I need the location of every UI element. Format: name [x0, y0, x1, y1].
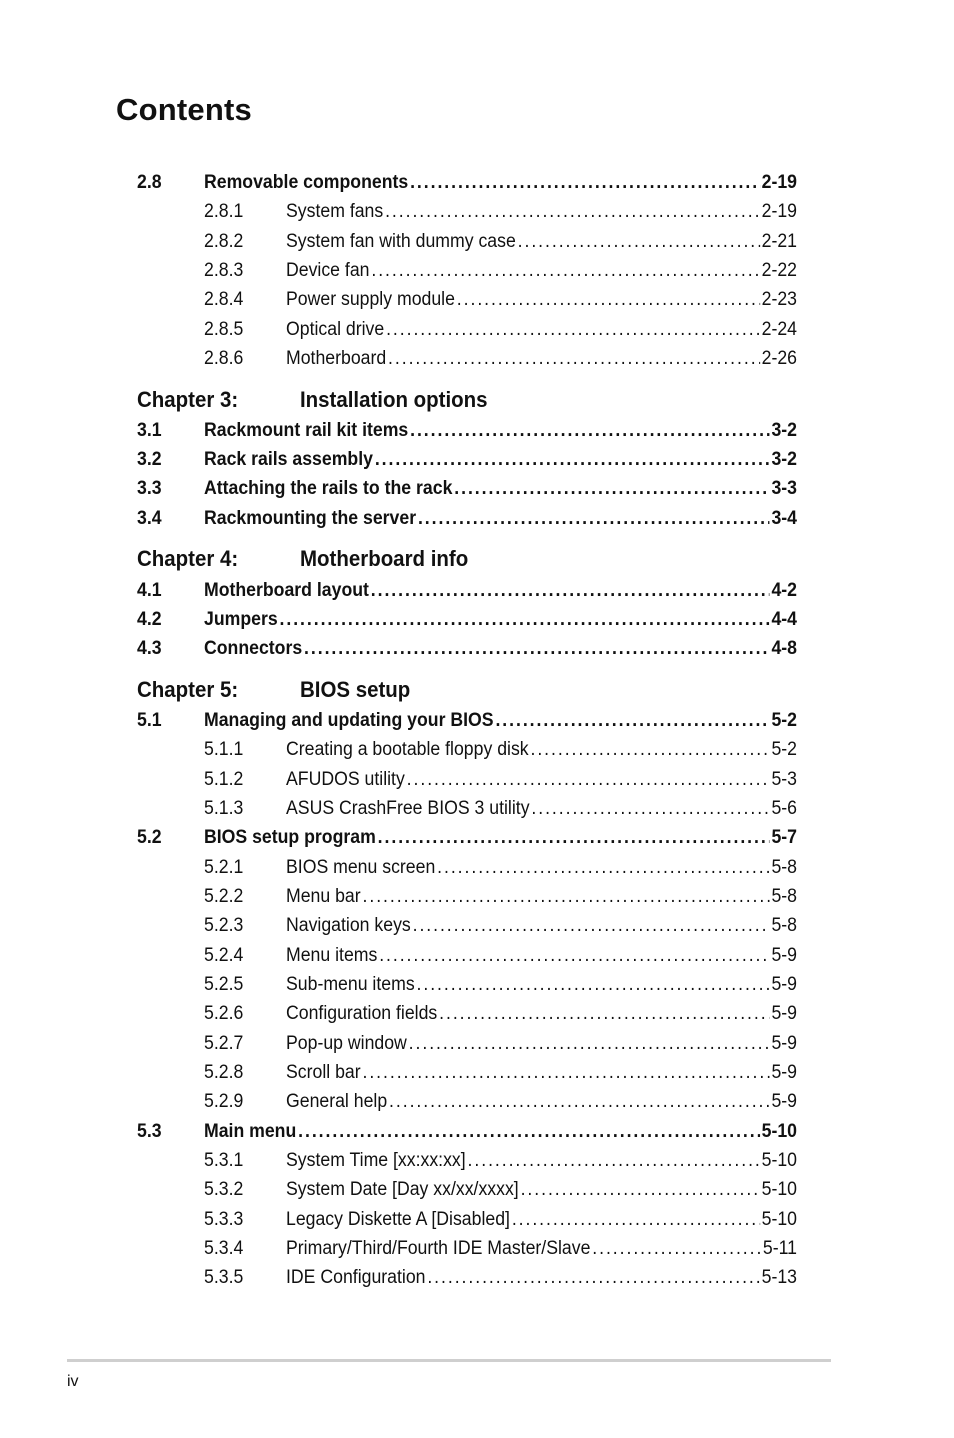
toc-entry-title: Navigation keys: [285, 915, 411, 936]
toc-entry-number: 3.4: [137, 508, 162, 529]
toc-section-entry[interactable]: [137, 449, 797, 471]
toc-entry-page: 4-4: [771, 609, 797, 630]
toc-leader-dots: [413, 915, 770, 937]
footer-divider: [67, 1359, 831, 1362]
toc-subsection-entry[interactable]: [204, 1209, 797, 1231]
chapter-title: Motherboard info: [299, 546, 469, 571]
toc-subsection-entry[interactable]: [204, 857, 797, 879]
toc-section-entry[interactable]: [137, 638, 797, 660]
toc-entry-title: Creating a bootable floppy disk: [285, 739, 529, 760]
toc-leader-dots: [280, 609, 770, 631]
toc-subsection-entry[interactable]: [204, 348, 797, 370]
toc-leader-dots: [437, 857, 769, 879]
toc-subsection-entry[interactable]: [204, 289, 797, 311]
toc-entry-number: 3.2: [137, 449, 162, 470]
toc-entry-number: 5.3.4: [204, 1238, 244, 1259]
toc-entry-title: Motherboard: [285, 348, 387, 369]
toc-entry-page: 5-9: [771, 1003, 797, 1024]
toc-leader-dots: [298, 1121, 760, 1143]
toc-entry-number: 4.2: [137, 609, 162, 630]
toc-leader-dots: [512, 1209, 760, 1231]
toc-section-entry[interactable]: [137, 478, 797, 500]
toc-entry-page: 2-23: [761, 289, 797, 310]
toc-entry-page: 5-9: [771, 1091, 797, 1112]
toc-subsection-entry[interactable]: [204, 769, 797, 791]
toc-entry-title: Rackmounting the server: [203, 508, 417, 529]
toc-subsection-entry[interactable]: [204, 1267, 797, 1289]
toc-entry-number: 3.3: [137, 478, 162, 499]
chapter-label: Chapter 4:: [137, 546, 239, 571]
toc-entry-title: Legacy Diskette A [Disabled]: [285, 1209, 510, 1230]
chapter-heading: [137, 387, 788, 413]
toc-leader-dots: [385, 201, 760, 223]
toc-entry-title: IDE Configuration: [285, 1267, 426, 1288]
toc-leader-dots: [518, 231, 760, 253]
toc-entry-title: Main menu: [203, 1121, 297, 1142]
toc-leader-dots: [457, 289, 760, 311]
toc-entry-page: 5-7: [771, 827, 797, 848]
toc-leader-dots: [407, 769, 770, 791]
toc-leader-dots: [378, 827, 770, 849]
toc-subsection-entry[interactable]: [204, 798, 797, 820]
toc-entry-number: 5.2.9: [204, 1091, 244, 1112]
toc-section-entry[interactable]: [137, 1121, 797, 1143]
toc-leader-dots: [375, 449, 770, 471]
toc-entry-page: 4-8: [771, 638, 797, 659]
toc-entry-number: 5.2.6: [204, 1003, 244, 1024]
toc-entry-page: 5-9: [771, 1062, 797, 1083]
toc-subsection-entry[interactable]: [204, 1062, 797, 1084]
toc-entry-title: Menu items: [285, 945, 378, 966]
toc-entry-page: 2-21: [761, 231, 797, 252]
toc-entry-title: Menu bar: [285, 886, 361, 907]
page-title: Contents: [116, 92, 252, 127]
toc-entry-number: 5.2.7: [204, 1033, 244, 1054]
toc-entry-number: 2.8: [137, 172, 162, 193]
toc-entry-title: Rackmount rail kit items: [203, 420, 409, 441]
toc-leader-dots: [362, 1062, 769, 1084]
chapter-title: BIOS setup: [299, 677, 411, 702]
toc-entry-title: Jumpers: [203, 609, 278, 630]
toc-entry-page: 2-19: [761, 172, 797, 193]
chapter-title: Installation options: [299, 387, 488, 412]
toc-leader-dots: [389, 1091, 770, 1113]
toc-section-entry[interactable]: [137, 508, 797, 530]
toc-entry-number: 5.3.5: [204, 1267, 244, 1288]
chapter-label: Chapter 3:: [137, 387, 239, 412]
toc-entry-title: Power supply module: [285, 289, 455, 310]
toc-entry-page: 2-22: [761, 260, 797, 281]
toc-leader-dots: [379, 945, 769, 967]
toc-entry-number: 5.2.4: [204, 945, 244, 966]
toc-entry-title: Device fan: [285, 260, 370, 281]
toc-subsection-entry[interactable]: [204, 945, 797, 967]
toc-entry-number: 3.1: [137, 420, 162, 441]
toc-entry-page: 2-26: [761, 348, 797, 369]
toc-subsection-entry[interactable]: [204, 1150, 797, 1172]
toc-entry-number: 5.3.1: [204, 1150, 244, 1171]
toc-subsection-entry[interactable]: [204, 260, 797, 282]
toc-entry-page: 3-4: [771, 508, 797, 529]
toc-subsection-entry[interactable]: [204, 1091, 797, 1113]
toc-leader-dots: [410, 420, 769, 442]
toc-subsection-entry[interactable]: [204, 1238, 797, 1260]
toc-entry-title: Rack rails assembly: [203, 449, 373, 470]
toc-leader-dots: [388, 348, 760, 370]
toc-entry-number: 5.1.1: [204, 739, 244, 760]
toc-entry-page: 5-2: [771, 739, 797, 760]
toc-leader-dots: [530, 739, 769, 761]
toc-entry-number: 5.2.3: [204, 915, 244, 936]
toc-entry-number: 2.8.3: [204, 260, 244, 281]
toc-entry-title: System Date [Day xx/xx/xxxx]: [285, 1179, 519, 1200]
toc-entry-page: 5-8: [771, 915, 797, 936]
toc-entry-page: 5-8: [771, 886, 797, 907]
toc-entry-number: 5.2.2: [204, 886, 244, 907]
toc-subsection-entry[interactable]: [204, 201, 797, 223]
toc-entry-page: 5-10: [761, 1150, 797, 1171]
toc-entry-title: BIOS setup program: [203, 827, 376, 848]
toc-leader-dots: [468, 1150, 760, 1172]
toc-entry-title: Sub-menu items: [285, 974, 415, 995]
toc-entry-title: Configuration fields: [285, 1003, 438, 1024]
toc-leader-dots: [495, 710, 769, 732]
toc-leader-dots: [363, 886, 770, 908]
toc-entry-number: 5.3: [137, 1121, 162, 1142]
toc-entry-title: Attaching the rails to the rack: [203, 478, 453, 499]
toc-entry-title: General help: [285, 1091, 388, 1112]
toc-entry-number: 4.3: [137, 638, 162, 659]
toc-entry-number: 4.1: [137, 580, 162, 601]
toc-entry-number: 5.2.1: [204, 857, 244, 878]
toc-leader-dots: [417, 974, 770, 996]
toc-entry-page: 5-8: [771, 857, 797, 878]
toc-subsection-entry[interactable]: [204, 915, 797, 937]
toc-entry-number: 5.3.2: [204, 1179, 244, 1200]
toc-entry-number: 5.1.3: [204, 798, 244, 819]
toc-entry-title: Removable components: [203, 172, 409, 193]
toc-entry-title: BIOS menu screen: [285, 857, 436, 878]
toc-entry-page: 5-9: [771, 974, 797, 995]
toc-entry-page: 5-3: [771, 769, 797, 790]
chapter-label: Chapter 5:: [137, 677, 239, 702]
toc-section-entry[interactable]: [137, 580, 797, 602]
toc-leader-dots: [439, 1003, 769, 1025]
toc-entry-number: 5.1.2: [204, 769, 244, 790]
toc-section-entry[interactable]: [137, 710, 797, 732]
toc-leader-dots: [592, 1238, 761, 1260]
toc-entry-title: Optical drive: [285, 319, 385, 340]
toc-entry-page: 5-2: [771, 710, 797, 731]
toc-entry-page: 5-6: [771, 798, 797, 819]
toc-subsection-entry[interactable]: [204, 231, 797, 253]
toc-entry-number: 5.2: [137, 827, 162, 848]
toc-leader-dots: [418, 508, 770, 530]
toc-section-entry[interactable]: [137, 609, 797, 631]
toc-subsection-entry[interactable]: [204, 886, 797, 908]
toc-entry-number: 2.8.2: [204, 231, 244, 252]
toc-entry-number: 5.2.5: [204, 974, 244, 995]
toc-entry-page: 3-2: [771, 449, 797, 470]
toc-leader-dots: [371, 580, 770, 602]
toc-entry-number: 5.1: [137, 710, 162, 731]
toc-subsection-entry[interactable]: [204, 1033, 797, 1055]
toc-section-entry[interactable]: [137, 172, 797, 194]
toc-section-entry[interactable]: [137, 827, 797, 849]
toc-entry-title: Pop-up window: [285, 1033, 407, 1054]
toc-entry-title: Connectors: [203, 638, 303, 659]
toc-entry-title: Scroll bar: [285, 1062, 361, 1083]
toc-entry-title: AFUDOS utility: [285, 769, 405, 790]
toc-leader-dots: [531, 798, 769, 820]
toc-leader-dots: [409, 1033, 770, 1055]
toc-leader-dots: [454, 478, 769, 500]
toc-subsection-entry[interactable]: [204, 974, 797, 996]
toc-subsection-entry[interactable]: [204, 739, 797, 761]
toc-entry-page: 4-2: [771, 580, 797, 601]
toc-entry-title: System fans: [285, 201, 384, 222]
toc-entry-page: 5-10: [761, 1209, 797, 1230]
toc-entry-page: 2-19: [761, 201, 797, 222]
toc-entry-number: 2.8.5: [204, 319, 244, 340]
toc-entry-page: 5-10: [761, 1121, 797, 1142]
toc-subsection-entry[interactable]: [204, 1179, 797, 1201]
toc-leader-dots: [386, 319, 760, 341]
toc-entry-page: 3-3: [771, 478, 797, 499]
toc-entry-title: System fan with dummy case: [285, 231, 516, 252]
page-number: iv: [67, 1373, 79, 1390]
toc-leader-dots: [371, 260, 759, 282]
toc-entry-page: 5-13: [761, 1267, 797, 1288]
toc-leader-dots: [427, 1267, 759, 1289]
toc-leader-dots: [410, 172, 760, 194]
toc-leader-dots: [521, 1179, 760, 1201]
toc-entry-title: Managing and updating your BIOS: [203, 710, 494, 731]
toc-entry-page: 2-24: [761, 319, 797, 340]
toc-subsection-entry[interactable]: [204, 1003, 797, 1025]
chapter-heading: [137, 677, 788, 703]
toc-entry-page: 3-2: [771, 420, 797, 441]
toc-entry-page: 5-10: [761, 1179, 797, 1200]
toc-entry-number: 5.2.8: [204, 1062, 244, 1083]
toc-entry-title: System Time [xx:xx:xx]: [285, 1150, 466, 1171]
toc-leader-dots: [304, 638, 770, 660]
toc-entry-number: 5.3.3: [204, 1209, 244, 1230]
toc-entry-number: 2.8.1: [204, 201, 244, 222]
toc-section-entry[interactable]: [137, 420, 797, 442]
toc-entry-title: ASUS CrashFree BIOS 3 utility: [285, 798, 530, 819]
toc-entry-number: 2.8.6: [204, 348, 244, 369]
chapter-heading: [137, 546, 788, 572]
toc-entry-title: Motherboard layout: [203, 580, 369, 601]
toc-subsection-entry[interactable]: [204, 319, 797, 341]
toc-entry-number: 2.8.4: [204, 289, 244, 310]
toc-entry-page: 5-9: [771, 1033, 797, 1054]
toc-entry-title: Primary/Third/Fourth IDE Master/Slave: [285, 1238, 591, 1259]
toc-entry-page: 5-11: [762, 1238, 797, 1259]
toc-entry-page: 5-9: [771, 945, 797, 966]
